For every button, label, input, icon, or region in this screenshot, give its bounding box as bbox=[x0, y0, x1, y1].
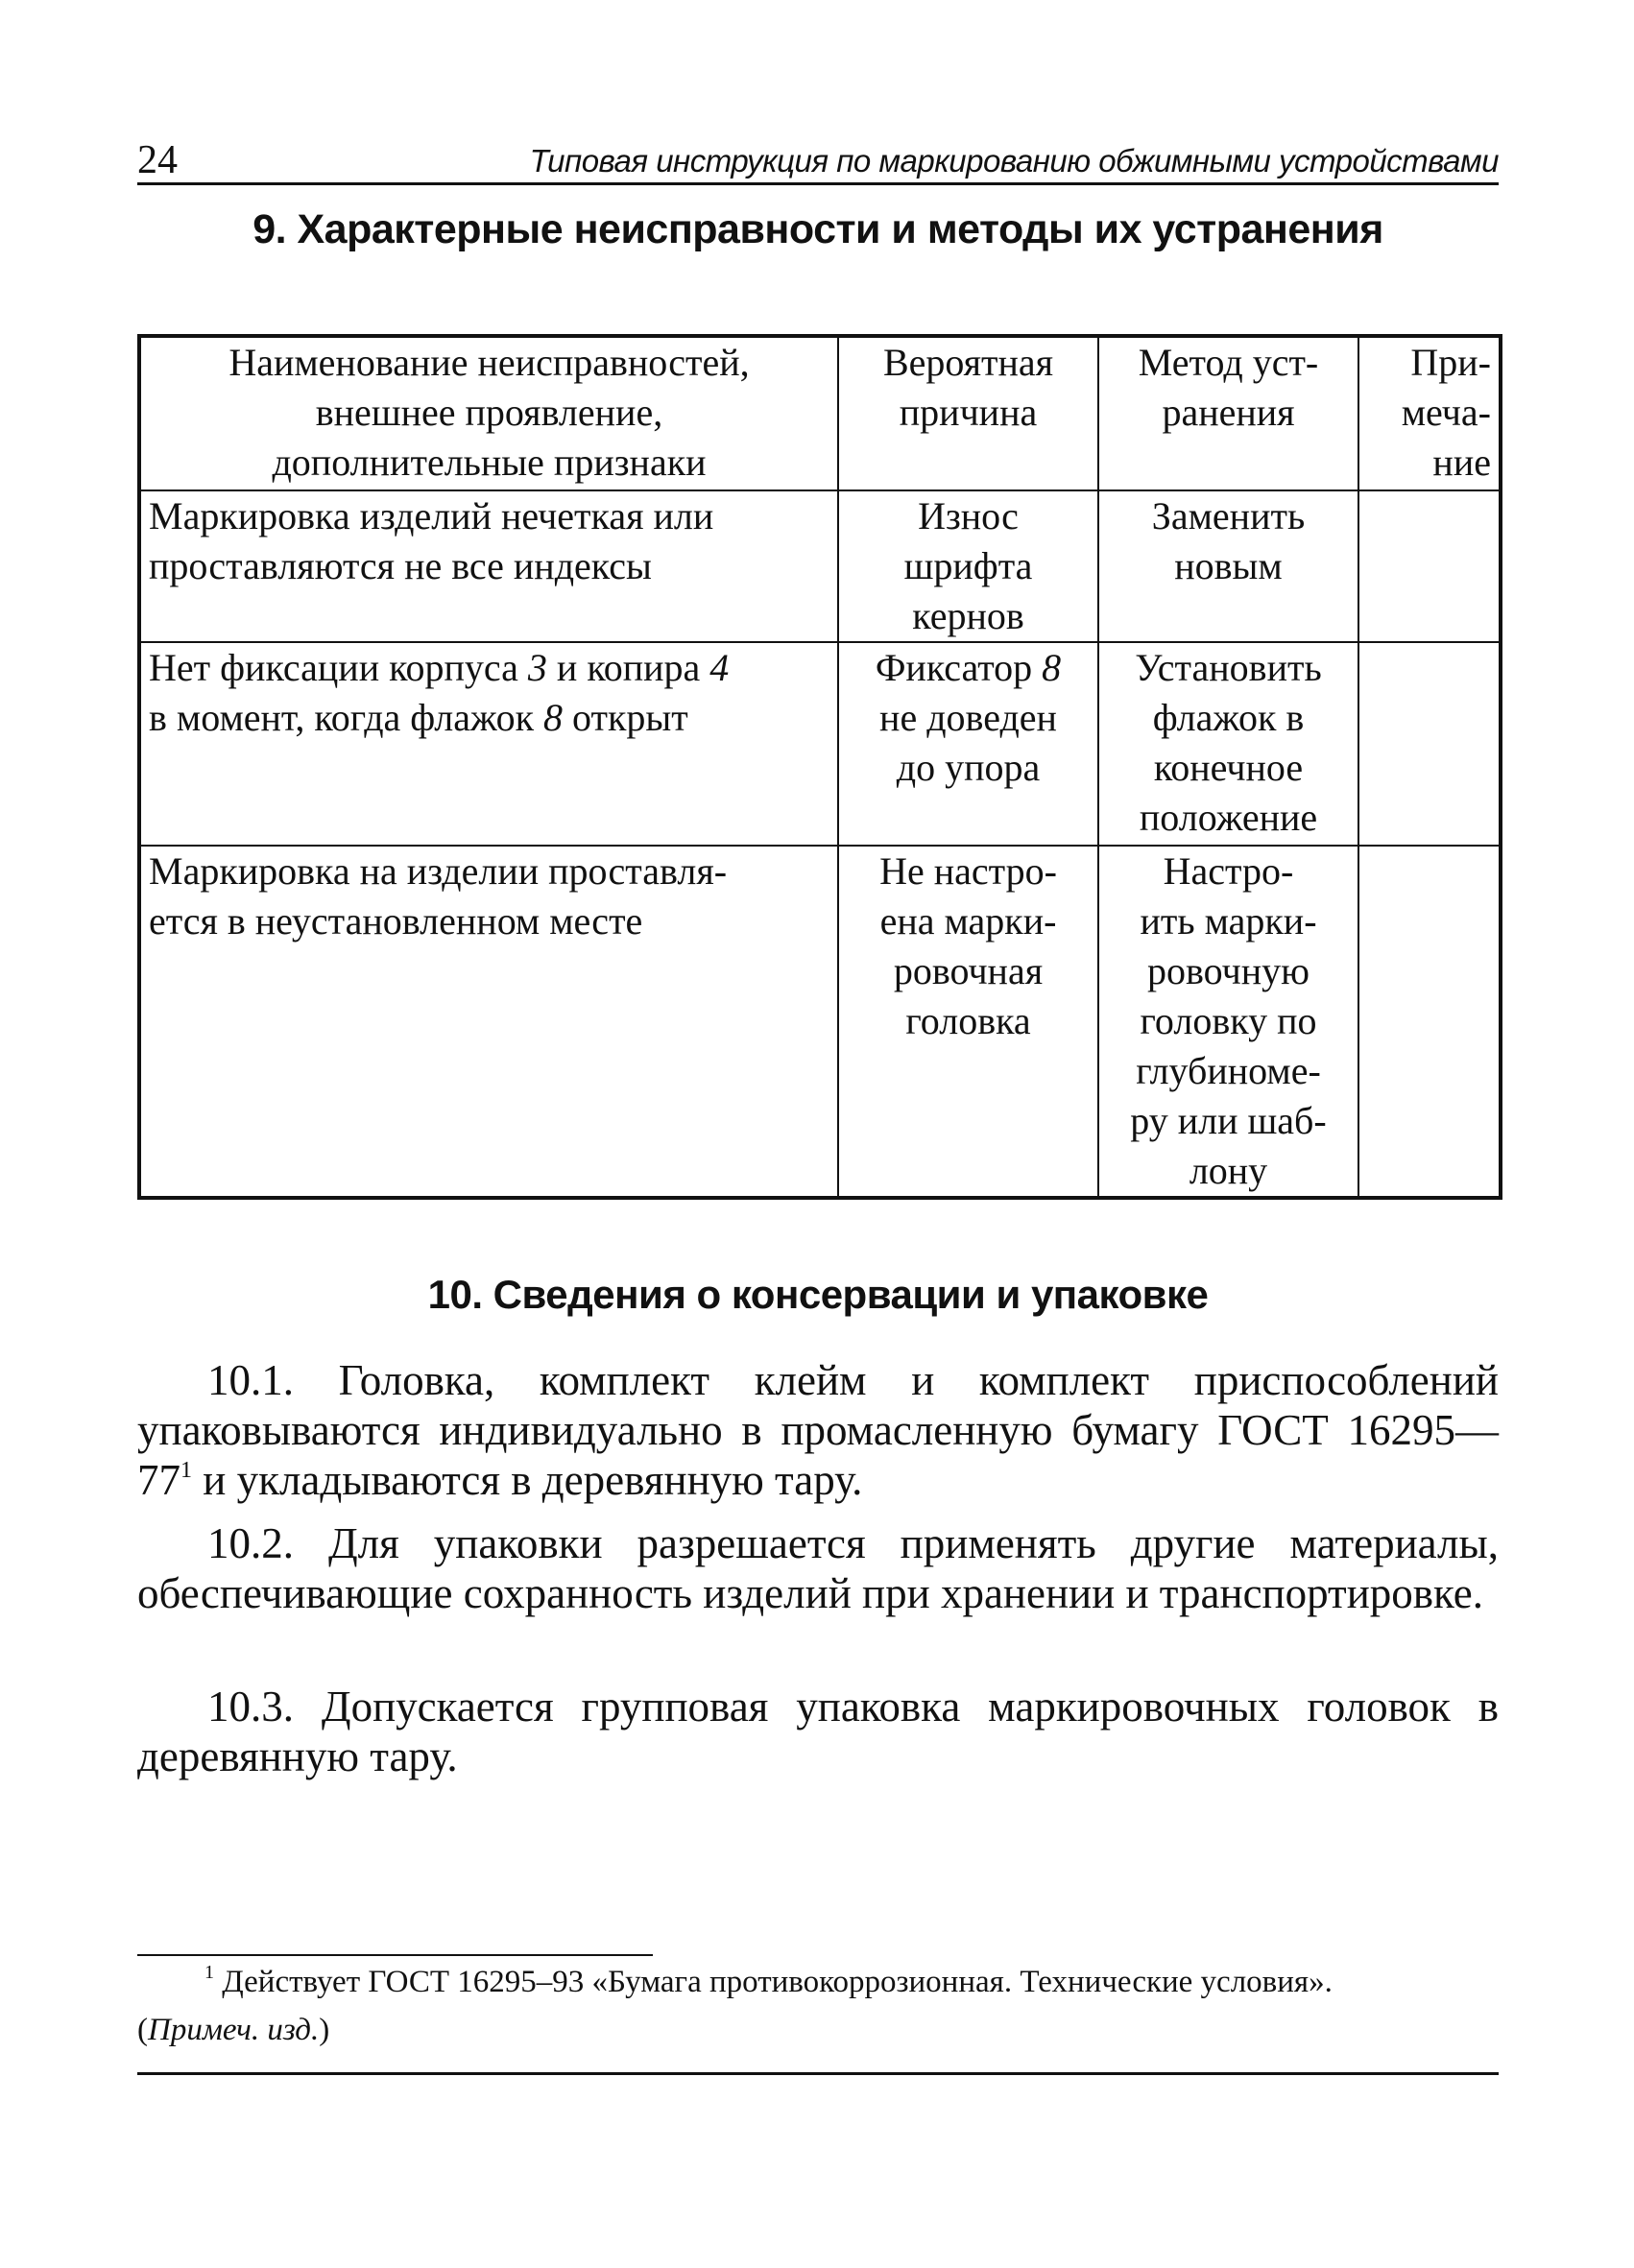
footnote bbox=[137, 1958, 1499, 2054]
page-number: 24 bbox=[137, 138, 178, 182]
part-number: 8 bbox=[543, 696, 564, 739]
fault-line bbox=[149, 643, 829, 693]
method-line: флажок в bbox=[1152, 696, 1305, 739]
paragraph-10-3 bbox=[137, 1682, 1499, 1781]
part-number: 3 bbox=[527, 646, 547, 689]
part-number: 4 bbox=[709, 646, 730, 689]
cause-line: головка bbox=[905, 999, 1031, 1042]
method-line: Установить bbox=[1135, 646, 1322, 689]
cause-line: ровочная bbox=[893, 949, 1044, 992]
footnote-paren: ( bbox=[137, 2013, 148, 2047]
cause-cell bbox=[838, 490, 1098, 642]
cause-line: Не настро- bbox=[879, 849, 1057, 893]
cause-line: кернов bbox=[912, 594, 1024, 637]
header-fault-line: дополнительные признаки bbox=[272, 441, 707, 484]
fault-cell bbox=[139, 642, 838, 846]
paragraph-text: и укладываются в деревянную тару. bbox=[192, 1456, 863, 1504]
method-line: Настро- bbox=[1163, 849, 1294, 893]
method-line: новым bbox=[1174, 544, 1283, 587]
header-cause bbox=[838, 336, 1098, 490]
paragraph-text: 10.2. Для упаковки разрешается применять другие материалы, обеспечивающие сохранность изделий при хранении и транспортировке. bbox=[137, 1519, 1499, 1617]
cause-cell bbox=[838, 846, 1098, 1198]
footnote-ref: 1 bbox=[180, 1458, 192, 1483]
section-9-title: 9. Характерные неисправности и методы их устранения bbox=[252, 206, 1383, 252]
header-note-line: меча- bbox=[1401, 391, 1491, 434]
method-line: положение bbox=[1139, 796, 1318, 839]
method-line: глубиноме- bbox=[1136, 1049, 1321, 1092]
method-line: ить марки- bbox=[1140, 899, 1317, 943]
text-run: Нет фиксации корпуса bbox=[149, 646, 528, 689]
paragraph-10-1 bbox=[137, 1355, 1499, 1505]
footnote-text: Действует ГОСТ 16295–93 «Бумага противокоррозионная. Технические условия». bbox=[222, 1965, 1333, 1999]
method-cell bbox=[1098, 490, 1358, 642]
note-cell bbox=[1358, 490, 1501, 642]
running-title: Типовая инструкция по маркированию обжимными устройствами bbox=[529, 143, 1499, 179]
fault-line: Маркировка на изделии проставля- bbox=[149, 849, 728, 893]
text-run: в момент, когда флажок bbox=[149, 696, 544, 739]
text-run: открыт bbox=[563, 696, 688, 739]
header-note-line: ние bbox=[1432, 441, 1491, 484]
table-row bbox=[139, 642, 1501, 846]
table-row bbox=[139, 490, 1501, 642]
cause-line bbox=[847, 643, 1090, 693]
header-note-line: При- bbox=[1410, 341, 1491, 384]
fault-line: ется в неустановленном месте bbox=[149, 899, 643, 943]
running-header bbox=[137, 134, 1499, 185]
header-method-line: Метод уст- bbox=[1138, 341, 1319, 384]
fault-cell bbox=[139, 846, 838, 1198]
table-row bbox=[139, 846, 1501, 1198]
header-method-line: ранения bbox=[1162, 391, 1295, 434]
fault-line bbox=[149, 693, 829, 743]
header-cause-line: Вероятная bbox=[882, 341, 1054, 384]
cause-line: Износ bbox=[918, 494, 1019, 537]
method-line: головку по bbox=[1140, 999, 1317, 1042]
method-cell bbox=[1098, 846, 1358, 1198]
footnote-paren: ) bbox=[319, 2013, 330, 2047]
header-fault-line: внешнее проявление, bbox=[315, 391, 663, 434]
publisher-note: Примеч. изд. bbox=[148, 2013, 320, 2047]
method-line: конечное bbox=[1153, 746, 1304, 789]
header-fault-line: Наименование неисправностей, bbox=[228, 341, 750, 384]
cause-cell bbox=[838, 642, 1098, 846]
fault-line: проставляются не все индексы bbox=[149, 544, 652, 587]
method-line: ру или шаб- bbox=[1130, 1099, 1327, 1142]
part-number: 8 bbox=[1042, 646, 1062, 689]
note-cell bbox=[1358, 642, 1501, 846]
header-note bbox=[1358, 336, 1501, 490]
header-cause-line: причина bbox=[899, 391, 1038, 434]
table-header-row bbox=[139, 336, 1501, 490]
fault-line: Маркировка изделий нечеткая или bbox=[149, 494, 714, 537]
cause-line: шрифта bbox=[903, 544, 1033, 587]
paragraph-text: 10.1. Головка, комплект клейм и комплект приспособлений упаковываются индивидуально в промасленную бумагу ГОСТ 16295—77 bbox=[137, 1356, 1499, 1504]
method-cell bbox=[1098, 642, 1358, 846]
paragraph-text: 10.3. Допускается групповая упаковка маркировочных головок в деревянную тару. bbox=[137, 1683, 1499, 1780]
footnote-marker: 1 bbox=[204, 1962, 214, 1983]
cause-line: до упора bbox=[896, 746, 1041, 789]
header-fault bbox=[139, 336, 838, 490]
note-cell bbox=[1358, 846, 1501, 1198]
text-run: Фиксатор bbox=[875, 646, 1043, 689]
cause-line: ена марки- bbox=[879, 899, 1057, 943]
method-line: Заменить bbox=[1151, 494, 1306, 537]
text-run: и копира bbox=[546, 646, 710, 689]
paragraph-10-2 bbox=[137, 1518, 1499, 1618]
section-10-title: 10. Сведения о консервации и упаковке bbox=[427, 1272, 1209, 1317]
header-method bbox=[1098, 336, 1358, 490]
bottom-rule bbox=[137, 2072, 1499, 2075]
fault-cell bbox=[139, 490, 838, 642]
method-line: ровочную bbox=[1147, 949, 1310, 992]
cause-line: не доведен bbox=[879, 696, 1057, 739]
faults-table bbox=[137, 334, 1502, 1200]
method-line: лону bbox=[1189, 1149, 1268, 1192]
footnote-separator bbox=[137, 1954, 653, 1956]
